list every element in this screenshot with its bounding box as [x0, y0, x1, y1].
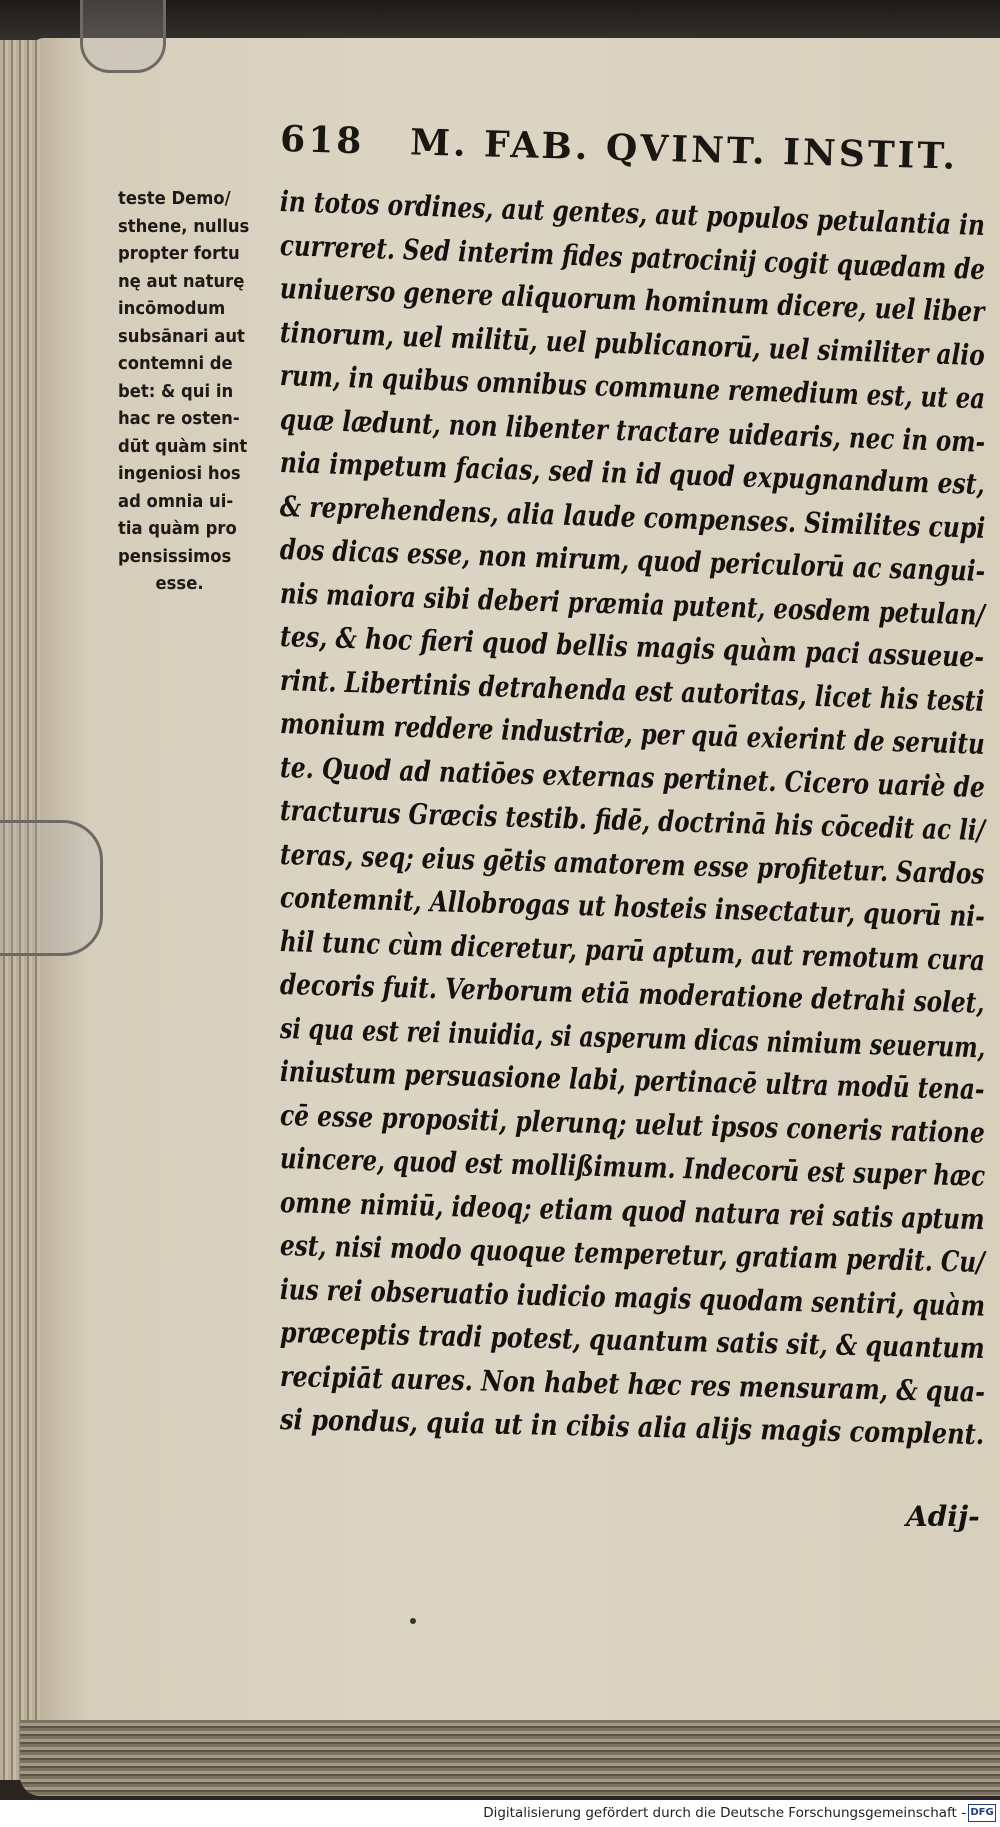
marginal-line: sthene, nullus — [118, 216, 250, 237]
text-line: curreret. Sed interim fides patrocinij cogit quædam de — [279, 227, 986, 286]
marginal-line: hac re osten- — [118, 409, 240, 429]
text-line: decoris fuit. Verborum etiā moderatione detrahi solet, — [279, 967, 985, 1020]
text-line: iniustum persuasione labi, pertinacē ultra modū tena- — [279, 1054, 985, 1107]
marginal-line: ingeniosi hos — [118, 464, 241, 484]
dfg-logo: DFG — [968, 1804, 996, 1822]
text-line: recipiāt aures. Non habet hæc res mensuram, & qua- — [279, 1358, 986, 1409]
text-line: in totos ordines, aut gentes, aut populos petulantia in — [279, 184, 986, 243]
page-stack-bottom — [20, 1720, 1000, 1796]
text-line: uincere, quod est mollißimum. Indecorū est super hæc — [279, 1141, 986, 1193]
body-text — [279, 180, 990, 1452]
text-line: tinorum, uel militū, uel publicanorū, uel similiter alio — [279, 314, 986, 372]
text-line: tes, & hoc fieri quod bellis magis quàm paci assueue- — [279, 619, 985, 674]
marginal-line: pensissimos — [118, 546, 232, 567]
text-line: si qua est rei inuidia, si asperum dicas nimium seuerum, — [279, 1010, 986, 1064]
marginal-line: propter fortu — [118, 244, 240, 264]
marginal-note — [118, 186, 278, 599]
ink-dot — [410, 1618, 416, 1624]
text-line: hil tunc cùm diceretur, parū aptum, aut remotum cura — [279, 923, 986, 977]
catchword: Adij- — [906, 1500, 980, 1533]
text-line: tracturus Græcis testib. fidē, doctrinā his cōcedit ac li/ — [279, 793, 986, 848]
marginal-line: incōmodum — [118, 299, 226, 319]
text-line: dos dicas esse, non mirum, quod periculorū ac sangui- — [279, 532, 986, 588]
text-line: quæ lædunt, non libenter tractare uidearis, nec in om- — [279, 401, 986, 459]
marginal-line: dūt quàm sint — [118, 436, 248, 457]
paper-clip-top — [80, 0, 166, 73]
paper-clip-side — [0, 820, 103, 956]
marginal-line: bet: & qui in — [118, 381, 234, 402]
marginal-line: subsānari aut — [118, 326, 245, 347]
running-title: M. FAB. QVINT. INSTIT. — [409, 121, 959, 178]
digitization-footer — [0, 1800, 1000, 1827]
text-line: monium reddere industriæ, per quā exierint de seruitu — [279, 706, 985, 761]
text-line: nia impetum facias, sed in id quod expugnandum est, — [279, 445, 986, 502]
text-line: & reprehendens, alia laude compenses. Similites cupi — [279, 488, 986, 545]
page-number: 618 — [279, 118, 365, 163]
text-line: rum, in quibus omnibus commune remedium est, ut ea — [279, 358, 986, 416]
text-line: uniuerso genere aliquorum hominum dicere, uel liber — [279, 271, 985, 329]
text-line: omne nimiū, ideoq; etiam quod natura rei satis aptum — [279, 1184, 985, 1236]
text-line: contemnit, Allobrogas ut hosteis insectatur, quorū ni- — [279, 880, 986, 934]
text-line: est, nisi modo quoque temperetur, gratiam perdit. Cu/ — [279, 1228, 985, 1279]
marginal-line: teste Demo/ — [118, 189, 231, 209]
marginal-line: nę aut naturę — [118, 271, 245, 292]
text-line: teras, seq; eius gētis amatorem esse profitetur. Sardos — [279, 836, 985, 891]
text-line: ius rei obseruatio iudicio magis quodam sentiri, quàm — [279, 1271, 986, 1323]
text-line: cē esse propositi, plerunq; uelut ipsos coneris ratione — [279, 1097, 986, 1150]
marginal-line: esse. — [155, 574, 204, 594]
footer-credit: Digitalisierung gefördert durch die Deutsche Forschungsgemeinschaft - — [483, 1805, 966, 1821]
text-line: rint. Libertinis detrahenda est autoritas, licet his testi — [279, 662, 985, 718]
text-line: præceptis tradi potest, quantum satis sit, & quantum — [279, 1315, 985, 1366]
text-line: nis maiora sibi deberi præmia putent, eosdem petulan/ — [279, 575, 986, 632]
marginal-line: contemni de — [118, 354, 233, 374]
text-line: te. Quod ad natiōes externas pertinet. Cicero uariè de — [279, 749, 986, 804]
text-line: si pondus, quia ut in cibis alia alijs magis complent. — [279, 1402, 985, 1452]
marginal-line: ad omnia ui- — [118, 491, 234, 512]
marginal-line: tia quàm pro — [118, 519, 237, 539]
